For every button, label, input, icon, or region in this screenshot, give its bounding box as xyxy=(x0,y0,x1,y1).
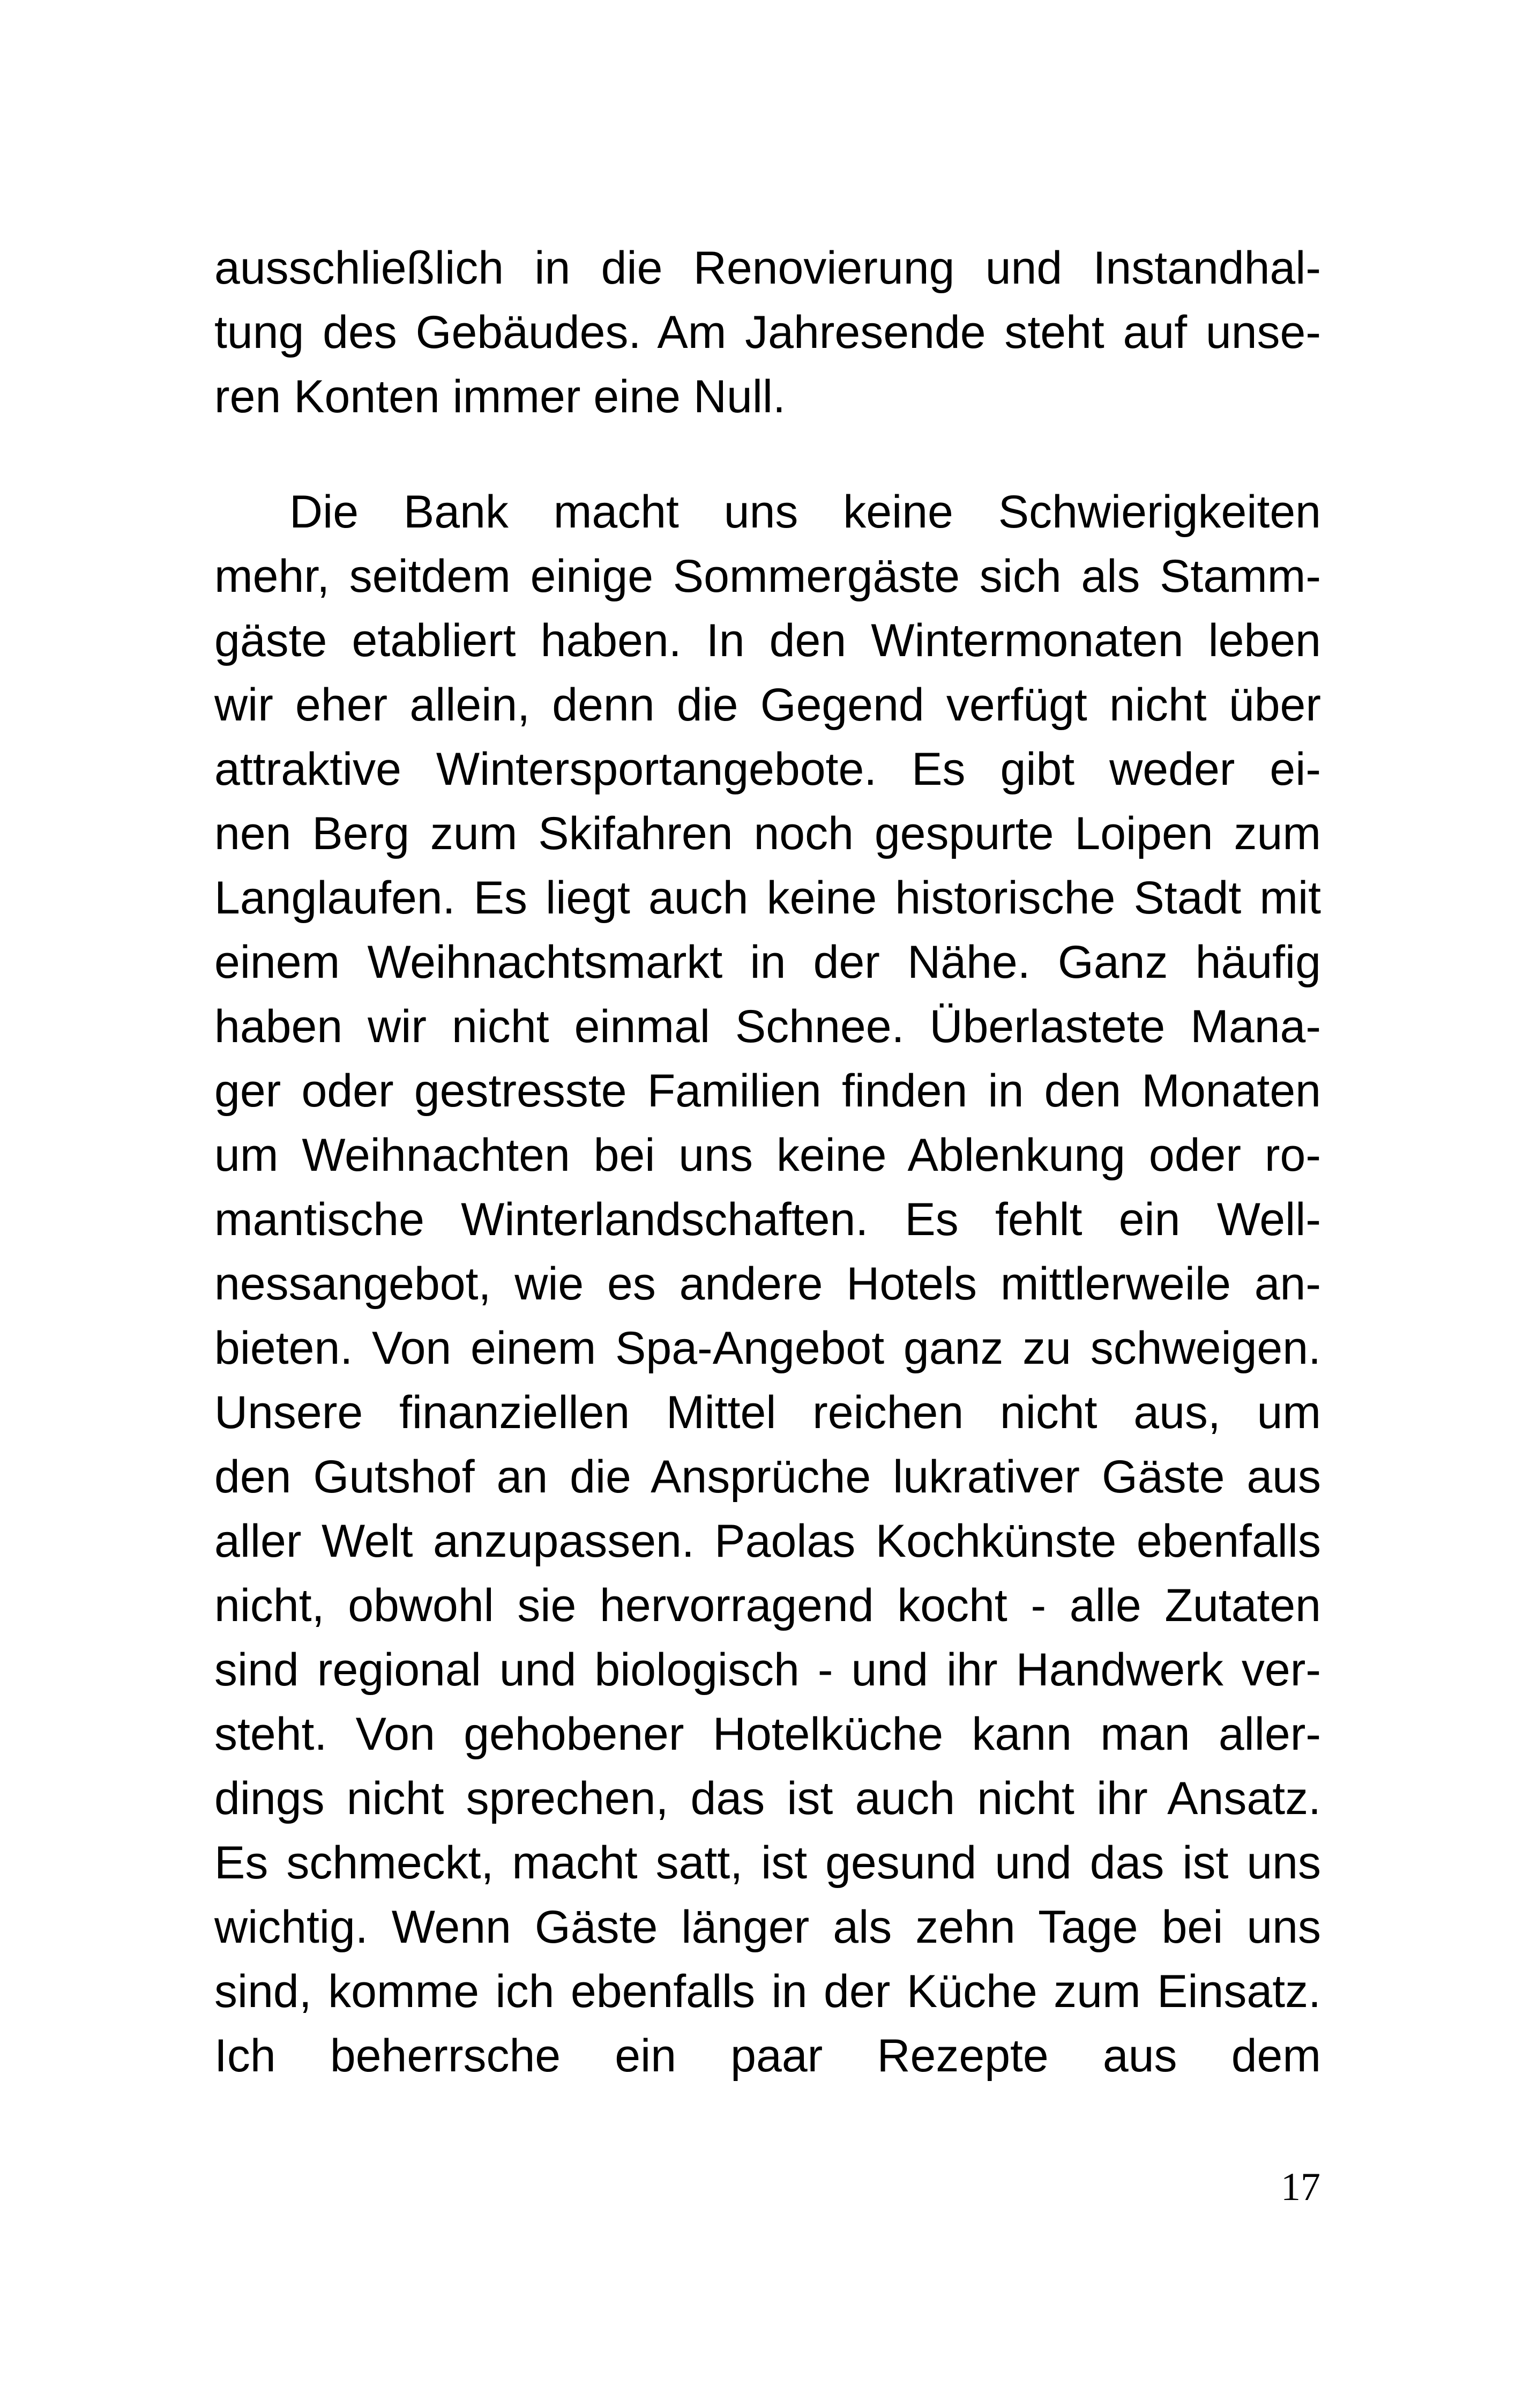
text-line: einem Weihnachtsmarkt in der Nähe. Ganz häufig xyxy=(214,937,1321,988)
text-line: bieten. Von einem Spa-Angebot ganz zu schweigen. xyxy=(214,1322,1321,1374)
body-text xyxy=(214,236,1321,2088)
text-line: den Gutshof an die Ansprüche lukrativer Gäste aus xyxy=(214,1451,1321,1503)
text-line: Es schmeckt, macht satt, ist gesund und das ist uns xyxy=(214,1837,1321,1889)
text-line: ren Konten immer eine Null. xyxy=(214,371,786,422)
text-line: nicht, obwohl sie hervorragend kocht - alle Zutaten xyxy=(214,1580,1321,1631)
text-line: aller Welt anzupassen. Paolas Kochkünste ebenfalls xyxy=(214,1515,1321,1567)
text-line: nessangebot, wie es andere Hotels mittlerweile an- xyxy=(214,1258,1321,1310)
text-line: Langlaufen. Es liegt auch keine historische Stadt mit xyxy=(214,872,1321,924)
text-line: tung des Gebäudes. Am Jahresende steht auf unse- xyxy=(214,307,1321,358)
text-line: steht. Von gehobener Hotelküche kann man aller- xyxy=(214,1708,1321,1760)
paragraph-spacer xyxy=(214,429,1321,480)
text-line: ger oder gestresste Familien finden in den Monaten xyxy=(214,1065,1321,1117)
text-line: ausschließlich in die Renovierung und Instandhal- xyxy=(214,242,1321,294)
text-line: nen Berg zum Skifahren noch gespurte Loipen zum xyxy=(214,808,1321,859)
text-line: gäste etabliert haben. In den Wintermonaten leben xyxy=(214,615,1321,666)
text-line: wir eher allein, denn die Gegend verfügt nicht über xyxy=(214,679,1321,731)
text-line: attraktive Wintersportangebote. Es gibt weder ei- xyxy=(214,744,1321,795)
text-line: dings nicht sprechen, das ist auch nicht ihr Ansatz. xyxy=(214,1773,1321,1824)
text-line: haben wir nicht einmal Schnee. Überlastete Mana- xyxy=(214,1001,1321,1052)
text-line: Die Bank macht uns keine Schwierigkeiten xyxy=(289,486,1321,538)
text-line: mantische Winterlandschaften. Es fehlt ein Well- xyxy=(214,1194,1321,1245)
text-line: Unsere finanziellen Mittel reichen nicht aus, um xyxy=(214,1387,1321,1438)
text-line: mehr, seitdem einige Sommergäste sich als Stamm- xyxy=(214,551,1321,602)
text-line: wichtig. Wenn Gäste länger als zehn Tage bei uns xyxy=(214,1901,1321,1953)
text-line: sind regional und biologisch - und ihr Handwerk ver- xyxy=(214,1644,1321,1696)
text-line: sind, komme ich ebenfalls in der Küche zum Einsatz. xyxy=(214,1966,1321,2017)
text-line: um Weihnachten bei uns keine Ablenkung oder ro- xyxy=(214,1129,1321,1181)
page-number: 17 xyxy=(1281,2165,1320,2209)
text-line: Ich beherrsche ein paar Rezepte aus dem xyxy=(214,2030,1321,2082)
